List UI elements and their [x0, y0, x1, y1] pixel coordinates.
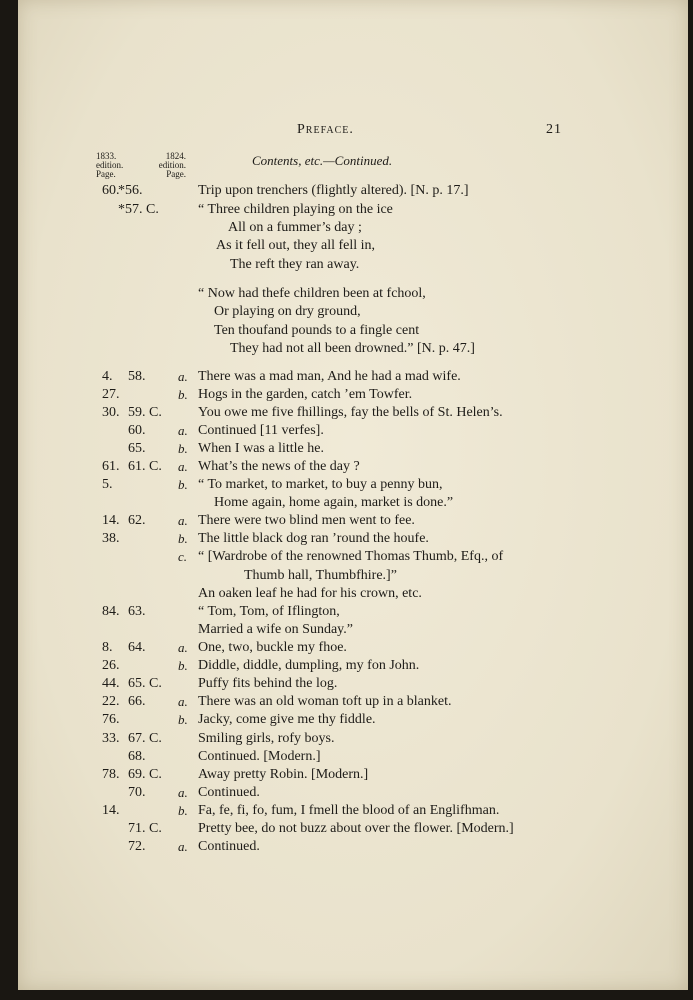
edition-1824-page: 72.	[128, 839, 146, 854]
entry-marker: a.	[178, 513, 188, 528]
entry-text: Jacky, come give me thy fiddle.	[198, 712, 376, 727]
entry-marker: b.	[178, 712, 188, 727]
contents-entry	[18, 603, 688, 621]
edition-1833-page: 33.	[102, 731, 120, 746]
edition-1824-page: 60.	[128, 423, 146, 438]
edition-1833-page: 76.	[102, 712, 120, 727]
edition-1824-page: 59. C.	[128, 405, 162, 420]
entry-text: The reft they ran away.	[230, 257, 360, 272]
contents-entry	[18, 585, 688, 603]
edition-1824-page: 69. C.	[128, 767, 162, 782]
contents-entry	[18, 748, 688, 766]
contents-entry	[18, 512, 688, 530]
edition-1833-page: 44.	[102, 676, 120, 691]
entry-text: What’s the news of the day ?	[198, 459, 360, 474]
contents-entry	[18, 567, 688, 585]
contents-entry	[18, 322, 688, 340]
contents-entry	[18, 530, 688, 548]
edition-1833-page: 4.	[102, 369, 113, 384]
entry-text: One, two, buckle my fhoe.	[198, 640, 347, 655]
edition-1824-page: *56.	[118, 183, 143, 198]
contents-entry	[18, 256, 688, 274]
column-headings	[96, 152, 186, 179]
edition-1833-page: 5.	[102, 477, 113, 492]
entry-marker: c.	[178, 549, 188, 564]
entry-text: As it fell out, they all fell in,	[216, 238, 376, 253]
contents-entry	[18, 219, 688, 237]
edition-1824-page: 63.	[128, 604, 146, 619]
page-number: 21	[546, 122, 562, 137]
entry-marker: b.	[178, 387, 188, 402]
entry-marker: b.	[178, 441, 188, 456]
entry-text: “ Three children playing on the ice	[198, 202, 393, 217]
contents-entry	[18, 784, 688, 802]
contents-entry	[18, 838, 688, 856]
entry-text: Pretty bee, do not buzz about over the flower. [Modern.]	[198, 821, 514, 836]
entry-text: You owe me five fhillings, fay the bells of St. Helen’s.	[198, 405, 503, 420]
edition-1833-page: 84.	[102, 604, 120, 619]
entry-text: Continued. [Modern.]	[198, 749, 321, 764]
edition-1824-page: 70.	[128, 785, 146, 800]
edition-1833-page: 30.	[102, 405, 120, 420]
edition-1824-page: 61. C.	[128, 459, 162, 474]
contents-subheading: Contents, etc.—Continued.	[252, 153, 393, 168]
entry-marker: b.	[178, 658, 188, 673]
running-header	[18, 122, 688, 142]
contents-entry	[18, 494, 688, 512]
contents-entry	[18, 730, 688, 748]
edition-1833-page: 78.	[102, 767, 120, 782]
edition-1833-page: 38.	[102, 531, 120, 546]
entry-text: When I was a little he.	[198, 441, 324, 456]
contents-entry	[18, 476, 688, 494]
entry-text: There were two blind men went to fee.	[198, 513, 415, 528]
entry-text: “ [Wardrobe of the renowned Thomas Thumb, Efq., of	[198, 549, 504, 564]
entry-text: “ Tom, Tom, of Iflington,	[198, 604, 340, 619]
contents-entry	[18, 303, 688, 321]
col2-edition: edition.	[158, 160, 186, 170]
entry-text: There was an old woman toft up in a blanket.	[198, 694, 452, 709]
edition-1833-page: 27.	[102, 387, 120, 402]
edition-1824-page: 67. C.	[128, 731, 162, 746]
contents-entry	[18, 657, 688, 675]
contents-entry	[18, 182, 688, 200]
entry-text: Hogs in the garden, catch ’em Towfer.	[198, 387, 413, 402]
page-title: Preface.	[297, 122, 354, 137]
contents-entry	[18, 711, 688, 729]
entry-marker: a.	[178, 459, 188, 474]
entry-text: Ten thoufand pounds to a fingle cent	[214, 323, 420, 338]
contents-entry	[18, 458, 688, 476]
entry-text: Trip upon trenchers (flightly altered). [N. p. 17.]	[198, 183, 469, 198]
entry-text: They had not all been drowned.” [N. p. 47.]	[230, 341, 475, 356]
entry-text: Married a wife on Sunday.”	[198, 622, 353, 637]
entry-marker: b.	[178, 531, 188, 546]
edition-1824-page: 65. C.	[128, 676, 162, 691]
entry-text: Away pretty Robin. [Modern.]	[198, 767, 369, 782]
contents-entry	[18, 675, 688, 693]
edition-1824-page: 62.	[128, 513, 146, 528]
contents-entry	[18, 693, 688, 711]
entry-marker: a.	[178, 785, 188, 800]
entry-text: Continued.	[198, 839, 260, 854]
contents-entry	[18, 548, 688, 566]
entry-marker: a.	[178, 694, 188, 709]
edition-1833-page: 61.	[102, 459, 120, 474]
book-page	[18, 0, 688, 990]
entry-text: An oaken leaf he had for his crown, etc.	[198, 586, 422, 601]
col1-page: Page.	[96, 169, 116, 179]
col1-edition: edition.	[96, 160, 124, 170]
entry-text: There was a mad man, And he had a mad wife.	[198, 369, 461, 384]
entry-marker: b.	[178, 477, 188, 492]
entry-marker: a.	[178, 423, 188, 438]
edition-1824-page: 58.	[128, 369, 146, 384]
contents-entry	[18, 820, 688, 838]
contents-entry	[18, 422, 688, 440]
contents-entry	[18, 802, 688, 820]
col1-year: 1833.	[96, 151, 117, 161]
edition-1824-page: 64.	[128, 640, 146, 655]
contents-entry	[18, 766, 688, 784]
edition-1833-page: 14.	[102, 803, 120, 818]
entry-text: Home again, home again, market is done.”	[214, 495, 454, 510]
contents-entry	[18, 201, 688, 219]
edition-1833-page: 60.	[102, 183, 120, 198]
edition-1833-page: 26.	[102, 658, 120, 673]
entry-text: Continued [11 verfes].	[198, 423, 324, 438]
edition-1833-page: 8.	[102, 640, 113, 655]
entry-text: Continued.	[198, 785, 260, 800]
entry-text: “ To market, to market, to buy a penny bun,	[198, 477, 443, 492]
contents-entry	[18, 237, 688, 255]
entry-text: “ Now had thefe children been at fchool,	[198, 286, 426, 301]
entry-marker: a.	[178, 640, 188, 655]
contents-entry	[18, 639, 688, 657]
contents-entry	[18, 368, 688, 386]
contents-entry	[18, 340, 688, 358]
contents-entry	[18, 285, 688, 303]
edition-1824-page: *57. C.	[118, 202, 159, 217]
edition-1833-page: 14.	[102, 513, 120, 528]
entry-marker: b.	[178, 803, 188, 818]
contents-entry	[18, 440, 688, 458]
entry-text: Fa, fe, fi, fo, fum, I fmell the blood of an Englifhman.	[198, 803, 500, 818]
entry-text: The little black dog ran ’round the houfe.	[198, 531, 429, 546]
entry-text: Smiling girls, rofy boys.	[198, 731, 335, 746]
edition-1824-page: 68.	[128, 749, 146, 764]
entry-text: Puffy fits behind the log.	[198, 676, 338, 691]
entry-text: Diddle, diddle, dumpling, my fon John.	[198, 658, 420, 673]
col2-year: 1824.	[165, 151, 186, 161]
entry-text: Thumb hall, Thumbfhire.]”	[244, 568, 397, 583]
contents-entry	[18, 386, 688, 404]
edition-1824-page: 71. C.	[128, 821, 162, 836]
entry-text: Or playing on dry ground,	[214, 304, 361, 319]
entry-marker: a.	[178, 839, 188, 854]
contents-entry	[18, 404, 688, 422]
edition-1824-page: 65.	[128, 441, 146, 456]
edition-1833-page: 22.	[102, 694, 120, 709]
contents-entry	[18, 621, 688, 639]
edition-1824-page: 66.	[128, 694, 146, 709]
entry-text: All on a fummer’s day ;	[228, 220, 362, 235]
entry-marker: a.	[178, 369, 188, 384]
col2-page: Page.	[166, 169, 186, 179]
